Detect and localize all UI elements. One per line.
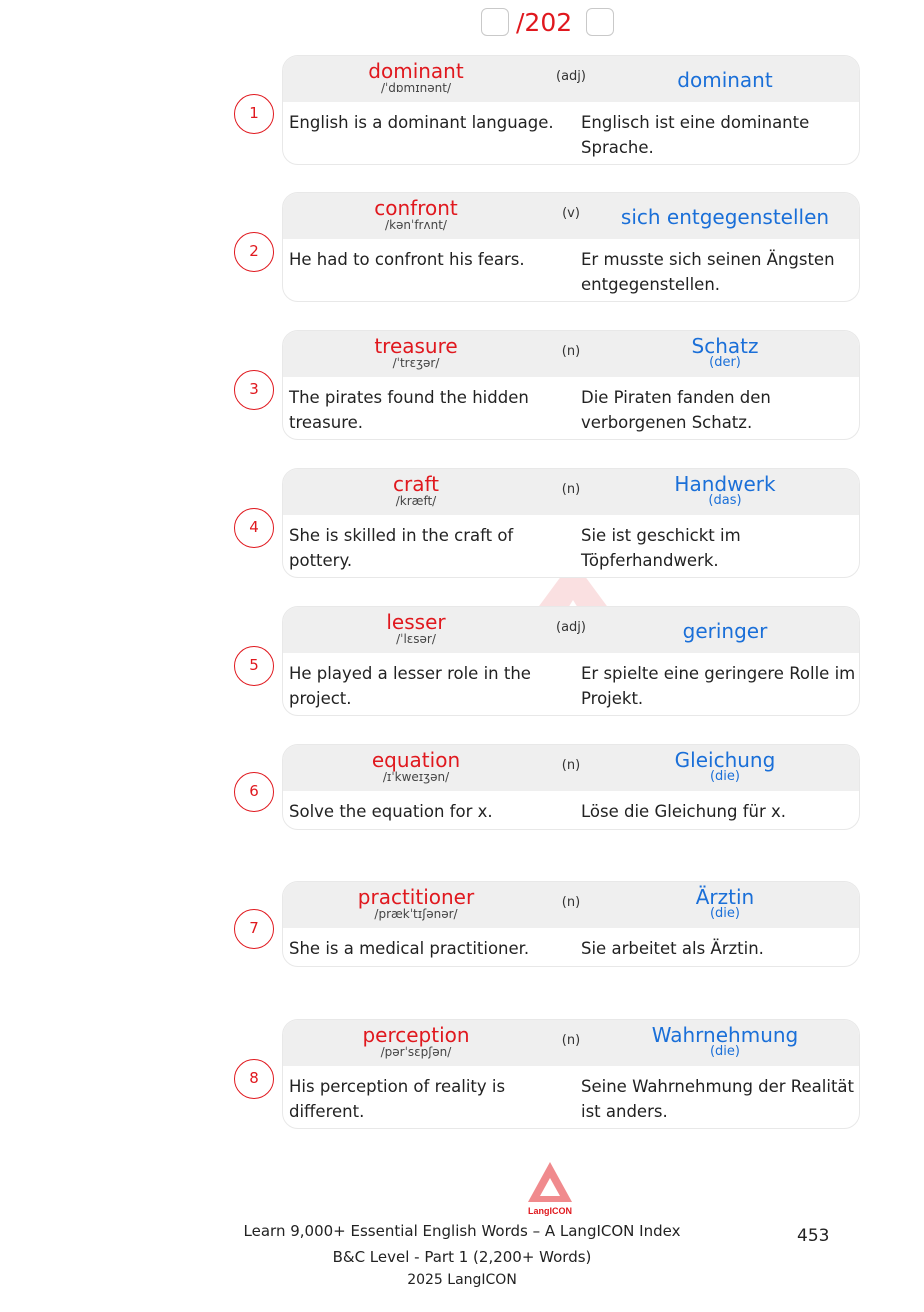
footer-title: Learn 9,000+ Essential English Words – A LangICON Index xyxy=(243,1222,681,1240)
part-of-speech: (n) xyxy=(561,1033,581,1048)
vocab-entry xyxy=(234,881,860,965)
vocab-card xyxy=(282,330,860,440)
total-count: /202 xyxy=(516,8,573,37)
card-header xyxy=(283,882,859,928)
german-article: (die) xyxy=(709,769,740,784)
german-translation: Schatz xyxy=(691,334,759,358)
example-german: Löse die Gleichung für x. xyxy=(581,802,787,821)
card-header xyxy=(283,56,859,102)
english-word: perception xyxy=(362,1023,470,1047)
example-english: She is a medical practitioner. xyxy=(289,939,530,958)
german-article: (das) xyxy=(708,493,742,508)
next-box[interactable] xyxy=(586,8,614,36)
english-word: confront xyxy=(374,196,458,220)
card-header xyxy=(283,607,859,653)
card-header xyxy=(283,469,859,515)
card-header xyxy=(283,331,859,377)
vocab-entry xyxy=(234,55,860,163)
footer-subtitle: B&C Level - Part 1 (2,200+ Words) xyxy=(332,1248,592,1266)
english-word: practitioner xyxy=(357,885,475,909)
entry-number: 3 xyxy=(234,370,274,410)
vocab-entry xyxy=(234,606,860,714)
part-of-speech: (adj) xyxy=(556,620,586,635)
entry-number: 2 xyxy=(234,232,274,272)
example-english: He had to confront his fears. xyxy=(289,250,525,269)
card-header xyxy=(283,193,859,239)
svg-text:LangICON: LangICON xyxy=(528,1206,572,1216)
vocab-card xyxy=(282,881,860,967)
example-english: The pirates found the hidden treasure. xyxy=(289,388,529,432)
langicon-logo xyxy=(522,1160,578,1216)
example-german: Er spielte eine geringere Rolle im Projekt. xyxy=(581,664,856,708)
german-article: (die) xyxy=(709,1044,740,1059)
part-of-speech: (v) xyxy=(562,206,580,221)
german-translation: Handwerk xyxy=(674,472,776,496)
pronunciation: /ˈlɛsər/ xyxy=(396,632,436,646)
german-translation: dominant xyxy=(677,68,773,92)
entry-number: 7 xyxy=(234,909,274,949)
example-english: He played a lesser role in the project. xyxy=(289,664,531,708)
vocab-card xyxy=(282,606,860,716)
footer-copyright: 2025 LangICON xyxy=(407,1272,517,1288)
example-english: Solve the equation for x. xyxy=(289,802,493,821)
page-counter xyxy=(0,8,924,40)
part-of-speech: (n) xyxy=(561,758,581,773)
entry-number: 1 xyxy=(234,94,274,134)
vocab-entry xyxy=(234,192,860,300)
pronunciation: /pərˈsɛpʃən/ xyxy=(380,1045,452,1059)
entry-number: 5 xyxy=(234,646,274,686)
example-german: Seine Wahrnehmung der Realität ist anders. xyxy=(581,1077,855,1121)
german-translation: sich entgegenstellen xyxy=(620,205,830,229)
english-word: lesser xyxy=(386,610,446,634)
part-of-speech: (n) xyxy=(561,482,581,497)
pronunciation: /ˈdɒmɪnənt/ xyxy=(380,81,452,95)
part-of-speech: (n) xyxy=(561,344,581,359)
example-english: English is a dominant language. xyxy=(289,113,554,132)
german-translation: Wahrnehmung xyxy=(651,1023,799,1047)
vocab-entry xyxy=(234,744,860,828)
german-translation: Ärztin xyxy=(695,885,755,909)
example-german: Die Piraten fanden den verborgenen Schatz. xyxy=(581,388,771,432)
vocab-entry xyxy=(234,330,860,438)
example-german: Englisch ist eine dominante Sprache. xyxy=(581,113,810,157)
entry-number: 6 xyxy=(234,772,274,812)
german-translation: geringer xyxy=(682,619,768,643)
part-of-speech: (n) xyxy=(561,895,581,910)
english-word: craft xyxy=(392,472,439,496)
card-header xyxy=(283,745,859,791)
example-german: Sie ist geschickt im Töpferhandwerk. xyxy=(581,526,741,570)
vocab-card xyxy=(282,192,860,302)
page-number: 453 xyxy=(797,1226,830,1246)
english-word: equation xyxy=(371,748,461,772)
german-article: (die) xyxy=(709,906,740,921)
pronunciation: /ɪˈkweɪʒən/ xyxy=(382,770,450,784)
german-article: (der) xyxy=(709,355,741,370)
pronunciation: /kræft/ xyxy=(395,494,437,508)
german-translation: Gleichung xyxy=(674,748,776,772)
vocab-entry xyxy=(234,468,860,576)
card-header xyxy=(283,1020,859,1066)
example-german: Er musste sich seinen Ängsten entgegenstellen. xyxy=(581,250,835,294)
vocab-card xyxy=(282,1019,860,1129)
pronunciation: /ˈtrɛʒər/ xyxy=(392,356,440,370)
current-page-box[interactable] xyxy=(481,8,509,36)
vocab-card xyxy=(282,744,860,830)
entry-number: 4 xyxy=(234,508,274,548)
english-word: dominant xyxy=(368,59,464,83)
english-word: treasure xyxy=(374,334,458,358)
example-english: His perception of reality is different. xyxy=(289,1077,506,1121)
example-english: She is skilled in the craft of pottery. xyxy=(289,526,514,570)
pronunciation: /kənˈfrʌnt/ xyxy=(385,218,447,232)
vocab-entry xyxy=(234,1019,860,1127)
pronunciation: /prækˈtɪʃənər/ xyxy=(374,907,458,921)
vocab-card xyxy=(282,468,860,578)
example-german: Sie arbeitet als Ärztin. xyxy=(581,939,764,958)
entry-number: 8 xyxy=(234,1059,274,1099)
part-of-speech: (adj) xyxy=(556,69,586,84)
vocab-card xyxy=(282,55,860,165)
